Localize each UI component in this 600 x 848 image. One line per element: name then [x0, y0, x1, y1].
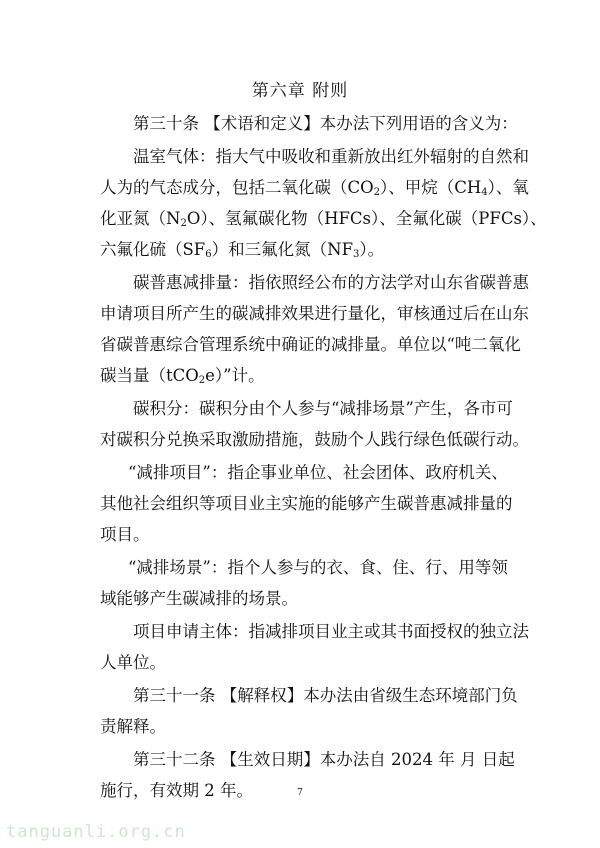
article-30 [100, 108, 520, 139]
definition-scene: “减排场景”：指个人参与的衣、食、住、行、用等领 域能够产生碳减排的场景。 [100, 558, 508, 608]
watermark: tanguanli.org.cn [6, 822, 186, 842]
article-32 [100, 744, 520, 806]
page-number: 7 [297, 788, 303, 798]
definition-emission-reduction: 碳普惠减排量：指依照经公布的方法学对山东省碳普惠 申请项目所产生的碳减排效果进行量化，审核通过后在山东 省碳普惠综合管理系统中确证的减排量。单位以“吨二氧化 碳当量（tCO$_2$e）”计。 [100, 273, 529, 386]
article-32-line-2: 施行，有效期 2 年。 [100, 781, 253, 800]
definition-applicant: 项目申请主体：指减排项目业主或其书面授权的独立法 人单位。 [100, 622, 529, 672]
definition-greenhouse-gas: 温室气体：指大气中吸收和重新放出红外辐射的自然和 人为的气态成分，包括二氧化碳$(CO_2)$、甲烷$(CH_4)$、氧 化亚氮$(N_2O)$、氢氟碳化物（HFCs）、全氟化碳（PFCs）、 六氟化硫$(SF_6)$和三氟化氮$(NF_3)$。 [100, 147, 547, 260]
chapter-title: 第六章 附则 [251, 81, 349, 101]
definition-carbon-points: 碳积分：碳积分由个人参与“减排场景”产生，各市可 对碳积分兑换采取激励措施，鼓励个人践行绿色低碳行动。 [100, 399, 529, 449]
article-32-line-1: 第三十二条 【生效日期】本办法自 2024 年 月 日起 [133, 750, 515, 769]
definition-project: “减排项目”：指企事业单位、社会团体、政府机关、 其他社会组织等项目业主实施的能够产生碳普惠减排量的 项目。 [100, 463, 513, 544]
article-31: 第三十一条 【解释权】本办法由省级生态环境部门负 责解释。 [100, 686, 518, 736]
article-30-text: 第三十条 【术语和定义】本办法下列用语的含义为： [133, 114, 518, 133]
